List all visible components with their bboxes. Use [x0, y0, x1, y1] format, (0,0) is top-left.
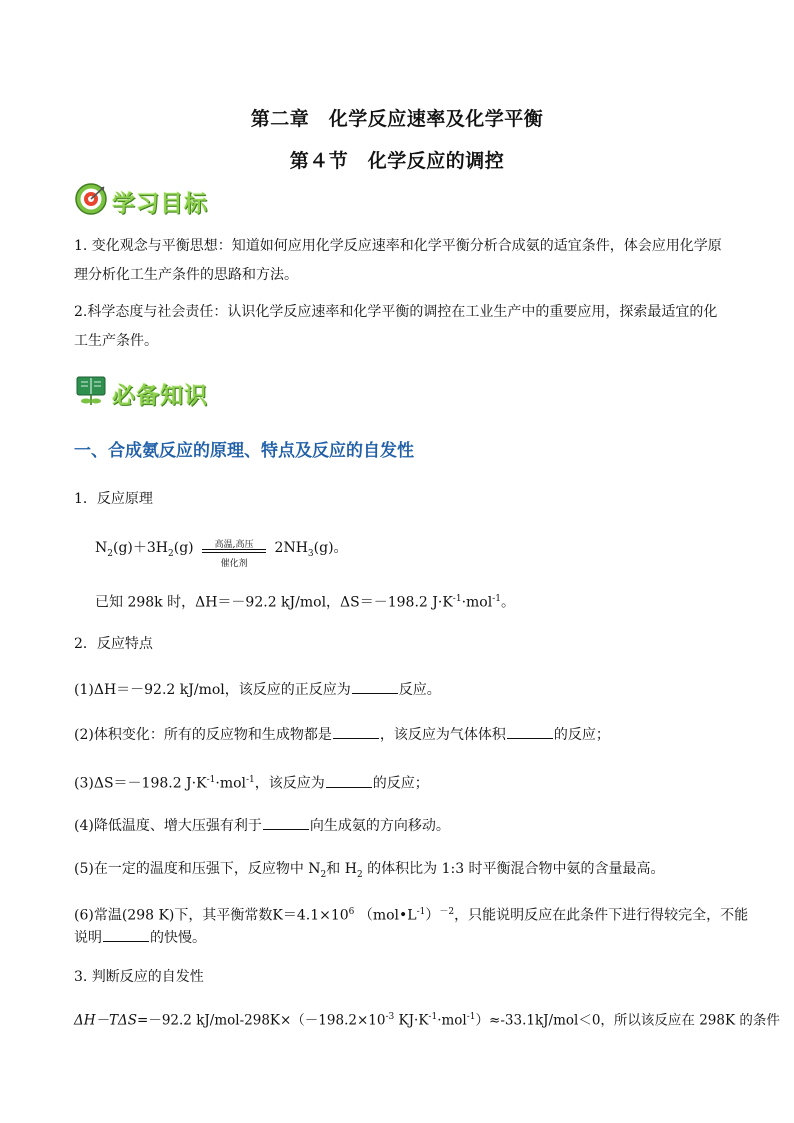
known-text: 已知 298k 时，ΔH＝－92.2 kJ/mol，ΔS＝－198.2 J·K: [95, 594, 453, 611]
arrow-line: [202, 549, 266, 550]
eq-text: 2NH: [274, 540, 308, 556]
fill-blank[interactable]: [333, 724, 379, 739]
arrow-condition-bottom: 催化剂: [220, 559, 248, 569]
subsection-2-title: 2．反应特点: [74, 636, 153, 652]
arrow-line: [202, 552, 266, 553]
text: 的反应；: [553, 727, 610, 743]
fill-blank[interactable]: [507, 724, 553, 739]
eq-sub: 3: [307, 548, 314, 559]
sup: -1: [246, 775, 255, 785]
subsection-1-title: 1．反应原理: [74, 491, 153, 507]
knowledge-badge-label: 必备知识: [112, 382, 208, 409]
fill-blank[interactable]: [103, 927, 149, 942]
text: （mol•L: [354, 907, 417, 924]
text: =－92.2 kJ/mol-298K×（－198.2×10: [137, 1012, 386, 1029]
text: ，该反应为气体体积: [379, 727, 506, 743]
section-heading: 一、合成氨反应的原理、特点及反应的自发性: [74, 441, 414, 461]
text: 的体积比为 1:3 时平衡混合物中氨的含量最高。: [362, 861, 665, 877]
text: (4)降低温度、增大压强有利于: [74, 818, 262, 834]
objective-item-2: 2.科学态度与社会责任：认识化学反应速率和化学平衡的调控在工业生产中的重要应用，探索最适宜的化工生产条件。: [74, 304, 718, 349]
text: ）: [425, 907, 440, 924]
target-icon: [74, 182, 108, 220]
sup: 6: [348, 907, 355, 917]
text: 的快慢。: [150, 930, 206, 946]
eq-text: (g)＋3H: [112, 540, 168, 556]
known-text: 。: [501, 594, 515, 611]
sub: 2: [320, 869, 327, 880]
characteristic-4: [74, 815, 450, 836]
subsection-3-title: 3. 判断反应的自发性: [74, 969, 204, 985]
characteristic-5: [74, 859, 665, 885]
characteristic-1: [74, 679, 441, 700]
sup: －2: [439, 907, 455, 917]
sup: -1: [428, 1012, 438, 1022]
sup: -1: [466, 1012, 476, 1022]
reversible-arrow: [202, 538, 266, 569]
text: 说明: [74, 930, 102, 946]
eq-text: (g)。: [313, 540, 348, 556]
sup: -3: [385, 1012, 395, 1022]
text: ，该反应为: [254, 775, 325, 792]
sub: 2: [356, 869, 363, 880]
characteristic-6: [74, 902, 748, 926]
eq-text: (g): [173, 540, 194, 556]
objectives-badge: [74, 182, 208, 220]
characteristic-6-cont: [74, 927, 206, 948]
sup: -1: [416, 907, 426, 917]
eq-sub: 2: [168, 548, 174, 559]
section-title: 第４节 化学反应的调控: [289, 150, 505, 172]
sup: -1: [206, 775, 216, 785]
text: (6)常温(298 K)下，其平衡常数K＝4.1×10: [74, 907, 349, 924]
text: (3)ΔS＝－198.2 J·K: [74, 775, 207, 792]
eq-text: N: [95, 540, 108, 556]
eq-sub: 2: [107, 548, 113, 559]
characteristic-3: [74, 770, 429, 794]
arrow-condition-top: 高温,高压: [214, 540, 254, 550]
text: (1)ΔH＝－92.2 kJ/mol，该反应的正反应为: [74, 682, 351, 698]
knowledge-badge: [74, 374, 208, 412]
known-text: ·mol: [461, 594, 493, 611]
fill-blank[interactable]: [326, 773, 372, 788]
fill-blank[interactable]: [263, 815, 309, 830]
text: (5)在一定的温度和压强下，反应物中 N: [74, 861, 321, 877]
known-sup: -1: [492, 594, 501, 604]
text: ，只能说明反应在此条件下进行得较完全，不能: [454, 907, 749, 924]
chapter-title: 第二章 化学反应速率及化学平衡: [250, 108, 544, 130]
text: ·mol: [437, 1012, 467, 1029]
known-conditions: [95, 589, 515, 613]
known-sup: -1: [452, 594, 462, 604]
text: 的反应；: [372, 775, 429, 792]
text: KJ·K: [394, 1012, 429, 1029]
text: 和 H: [326, 861, 357, 877]
objective-item-1: 1. 变化观念与平衡思想：知道如何应用化学反应速率和化学平衡分析合成氨的适宜条件，体会应用化学原理分析化工生产条件的思路和方法。: [74, 238, 722, 283]
spontaneity-calc: [74, 1007, 780, 1031]
book-plant-icon: [74, 374, 108, 412]
characteristic-2: [74, 724, 610, 745]
text: ）≈-33.1kJ/mol＜0，所以该反应在 298K 的条件: [475, 1012, 780, 1029]
reaction-equation: [95, 538, 348, 569]
objectives-badge-label: 学习目标: [112, 190, 208, 217]
text: 反应。: [398, 682, 441, 698]
text: ·mol: [215, 775, 247, 792]
fill-blank[interactable]: [352, 679, 398, 694]
text: 向生成氨的方向移动。: [309, 818, 450, 834]
delta-g-expr: ΔH－TΔS: [74, 1012, 138, 1029]
text: (2)体积变化：所有的反应物和生成物都是: [74, 727, 332, 743]
